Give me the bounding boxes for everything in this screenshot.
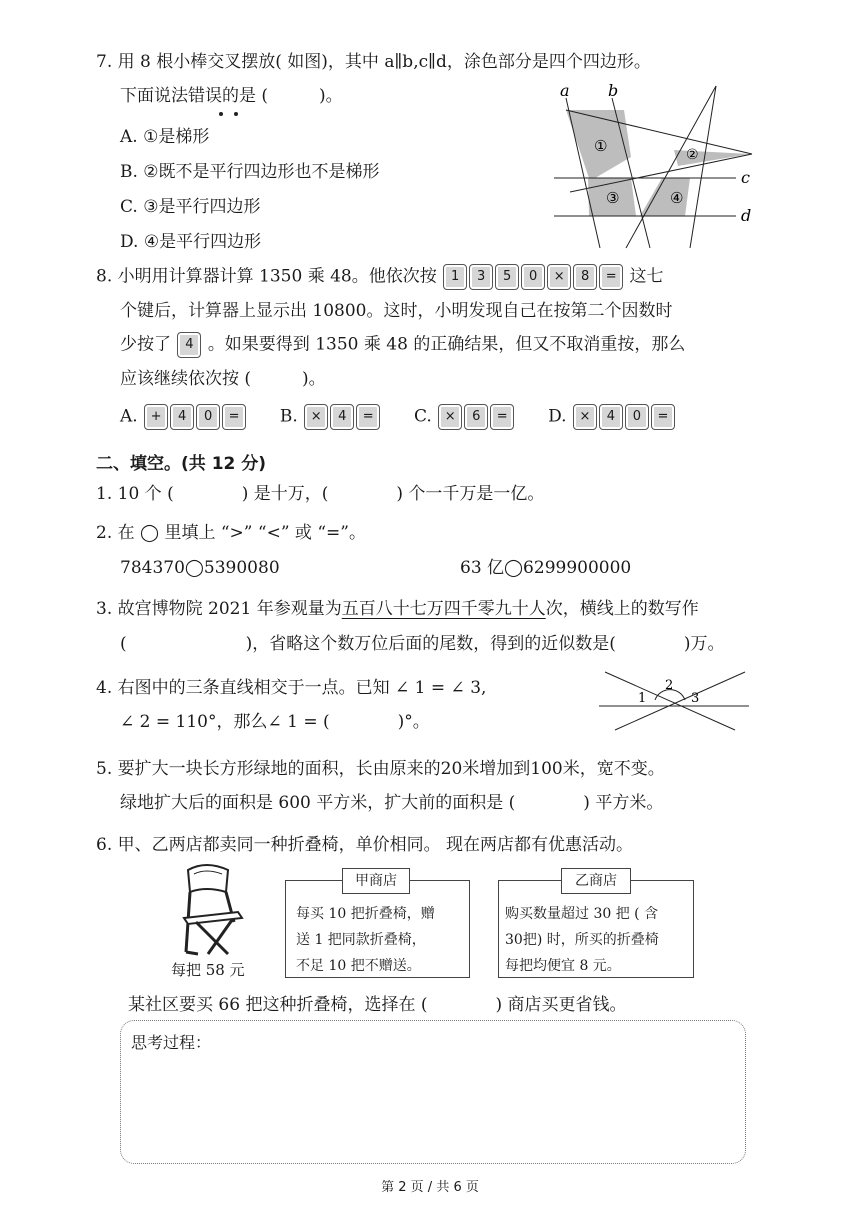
q8-option-a-keys <box>143 407 247 427</box>
line-rising <box>615 672 745 730</box>
fill-q3-text: 3. 故宫博物院 2021 年参观量为 <box>96 599 342 619</box>
calculator-key: × <box>547 264 571 290</box>
label-quad-3: ③ <box>606 189 620 207</box>
calculator-key: 4 <box>170 404 194 430</box>
fill-q4-line1: 4. 右图中的三条直线相交于一点。已知 ∠ 1 = ∠ 3, <box>96 678 487 698</box>
shop-a-offer-line: 每买 10 把折叠椅，赠 <box>296 906 435 922</box>
angle-label-1: 1 <box>638 691 647 706</box>
page-footer: 第 2 页 / 共 6 页 <box>381 1180 479 1195</box>
fill-q3-line1 <box>96 597 699 621</box>
q7-option-d: D. ④是平行四边形 <box>120 232 262 252</box>
q7-stem-line1: 7. 用 8 根小棒交叉摆放( 如图)，其中 a∥b,c∥d，涂色部分是四个四边形。 <box>96 52 651 72</box>
q7-option-c: C. ③是平行四边形 <box>120 197 261 217</box>
emphasis-dot <box>234 112 238 116</box>
q8-stem-line1 <box>96 264 664 290</box>
calculator-key: × <box>438 404 462 430</box>
label-quad-2: ② <box>686 147 699 163</box>
q8-key-sequence <box>442 267 624 287</box>
calculator-key: 4 <box>599 404 623 430</box>
q8-options <box>120 404 676 430</box>
q8-text: 8. 小明用计算器计算 1350 乘 48。他依次按 <box>96 266 437 287</box>
folding-chair-icon <box>176 862 246 962</box>
fill-q6-question: 某社区要买 66 把这种折叠椅，选择在 ( ) 商店买更省钱。 <box>128 995 627 1015</box>
chair-price: 每把 58 元 <box>171 961 245 979</box>
shop-b-offer-line: 每把均便宜 8 元。 <box>505 958 621 974</box>
fill-q3-line2: ( )，省略这个数万位后面的尾数，得到的近似数是( )万。 <box>120 634 725 654</box>
fill-q5-line2: 绿地扩大后的面积是 600 平方米，扩大前的面积是 ( ) 平方米。 <box>120 793 664 813</box>
label-c: c <box>741 168 750 187</box>
fill-q2-stem: 2. 在 ◯ 里填上 “>” “<” 或 “=”。 <box>96 523 366 543</box>
q8-option-c-keys <box>437 407 515 427</box>
fill-q3-underlined: 五百八十七万四千零九十人 <box>341 599 546 619</box>
label-d: d <box>741 206 752 225</box>
work-area[interactable] <box>120 1020 746 1164</box>
calculator-key: 4 <box>177 332 201 358</box>
label-b: b <box>608 81 619 100</box>
calculator-key: 8 <box>573 264 597 290</box>
angle-figure <box>595 668 755 732</box>
q8-text: 。如果要得到 1350 乘 48 的正确结果，但又不取消重按，那么 <box>207 334 686 355</box>
q8-option-d-label: D. <box>548 406 567 427</box>
angle-label-2: 2 <box>665 678 674 693</box>
q7-option-a: A. ①是梯形 <box>120 127 210 147</box>
label-a: a <box>560 81 570 100</box>
shop-a-name: 甲商店 <box>342 868 410 894</box>
fill-q1: 1. 10 个 ( ) 是十万，( ) 个一千万是一亿。 <box>96 484 545 504</box>
calculator-key: = <box>651 404 675 430</box>
q7-stem-line2: 下面说法错误的是 ( )。 <box>120 86 343 106</box>
section-title: 二、填空。(共 12 分) <box>96 454 267 474</box>
calculator-key: 3 <box>469 264 493 290</box>
q8-text: 少按了 <box>120 334 171 355</box>
angle-label-3: 3 <box>691 691 700 706</box>
shop-b-offer-line: 30把) 时，所买的折叠椅 <box>505 932 659 948</box>
shop-b-offer-line: 购买数量超过 30 把 ( 含 <box>505 906 659 922</box>
q8-text: 这七 <box>629 266 664 287</box>
shop-a-notice <box>285 873 470 978</box>
shop-a-offer <box>296 901 435 979</box>
calculator-key: = <box>599 264 623 290</box>
stick-b <box>612 98 650 248</box>
q8-option-d-keys <box>572 407 676 427</box>
label-quad-4: ④ <box>670 189 684 207</box>
q8-option-a-label: A. <box>120 406 138 427</box>
calculator-key: 0 <box>625 404 649 430</box>
fill-q2-right: 63 亿◯6299900000 <box>460 558 632 578</box>
emphasis-dot <box>219 112 223 116</box>
shop-a-offer-line: 不足 10 把不赠送。 <box>296 958 421 974</box>
shop-b-name: 乙商店 <box>561 868 631 894</box>
calculator-key: + <box>144 404 168 430</box>
calculator-key: = <box>356 404 380 430</box>
calculator-key: 0 <box>521 264 545 290</box>
q8-stem-line3 <box>120 332 685 358</box>
calculator-key: × <box>304 404 328 430</box>
calculator-key: 4 <box>330 404 354 430</box>
shop-b-offer <box>505 901 659 979</box>
q7-sticks-figure <box>540 80 770 255</box>
calculator-key: 5 <box>495 264 519 290</box>
calculator-key: = <box>222 404 246 430</box>
calculator-key: 1 <box>443 264 467 290</box>
calculator-key: × <box>573 404 597 430</box>
fill-q6-stem: 6. 甲、乙两店都卖同一种折叠椅，单价相同。 现在两店都有优惠活动。 <box>96 835 634 855</box>
calculator-key: 6 <box>464 404 488 430</box>
q8-stem-line2: 个键后，计算器上显示出 10800。这时，小明发现自己在按第二个因数时 <box>120 301 673 321</box>
q8-option-b-keys <box>303 407 381 427</box>
work-area-label: 思考过程： <box>131 1033 212 1052</box>
label-quad-1: ① <box>594 137 608 155</box>
q8-stem-line4: 应该继续依次按 ( )。 <box>120 369 326 389</box>
q8-option-c-label: C. <box>414 406 432 427</box>
fill-q2-left: 784370◯5390080 <box>120 558 280 578</box>
shop-a-offer-line: 送 1 把同款折叠椅， <box>296 932 426 948</box>
fill-q4-line2: ∠ 2 = 110°，那么∠ 1 = ( )°。 <box>120 712 430 732</box>
fill-q5-line1: 5. 要扩大一块长方形绿地的面积，长由原来的20米增加到100米，宽不变。 <box>96 759 665 779</box>
q7-option-b: B. ②既不是平行四边形也不是梯形 <box>120 162 380 182</box>
fill-q3-text: 次，横线上的数写作 <box>545 599 699 619</box>
calculator-key: 0 <box>196 404 220 430</box>
calculator-key: = <box>490 404 514 430</box>
shop-b-notice <box>498 873 694 978</box>
q8-option-b-label: B. <box>279 406 298 427</box>
